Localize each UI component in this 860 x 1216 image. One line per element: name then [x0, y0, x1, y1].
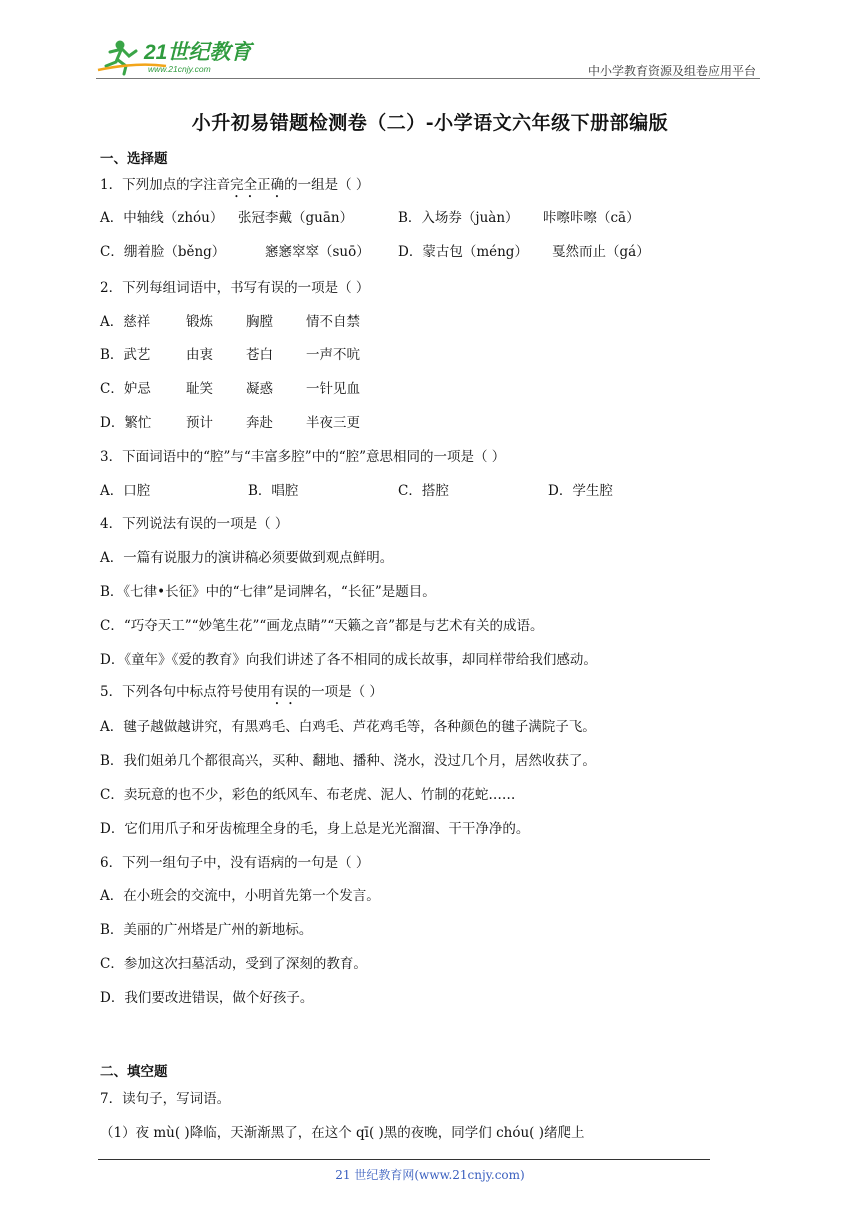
question-7-line-1: （1）夜 mù( )降临，天渐渐黑了，在这个 qī( )黑的夜晚，同学们 chóu( )绪爬上 — [100, 1125, 585, 1141]
question-1-option-b: B．入场券（juàn） — [398, 210, 519, 226]
question-2-option-b: B．武艺 由衷 苍白 一声不吭 — [100, 347, 360, 363]
question-6-stem: 6．下列一组句子中，没有语病的一句是（ ） — [100, 855, 370, 871]
question-3-options — [100, 479, 613, 499]
question-3-option-b: B．唱腔 — [248, 483, 299, 499]
page-header — [96, 36, 760, 80]
question-5-option-a: A．毽子越做越讲究，有黑鸡毛、白鸡毛、芦花鸡毛等，各种颜色的毽子满院子飞。 — [100, 719, 596, 735]
21cnjy-logo — [96, 36, 266, 76]
question-1-option-c-2: 窸窸窣窣（suō） — [265, 244, 370, 260]
question-6-option-a: A．在小班会的交流中，小明首先第一个发言。 — [100, 888, 380, 904]
question-3-option-c: C．搭腔 — [398, 483, 449, 499]
question-6-option-d: D．我们要改进错误，做个好孩子。 — [100, 990, 314, 1006]
question-1-option-a: A．中轴线（zhóu） — [100, 210, 224, 226]
question-3-stem: 3．下面词语中的“腔”与“丰富多腔”中的“腔”意思相同的一项是（ ） — [100, 449, 506, 465]
logo-text: 21世纪教育 — [144, 41, 252, 64]
question-5-option-b: B．我们姐弟几个都很高兴，买种、翻地、播种、浇水，没过几个月，居然收获了。 — [100, 753, 596, 769]
question-4-option-b: B．《七律•长征》中的“七律”是词牌名，“长征”是题目。 — [100, 584, 436, 600]
question-4-stem: 4．下列说法有误的一项是（ ） — [100, 516, 289, 532]
question-1-option-a-2: 张冠李戴（guān） — [238, 210, 354, 226]
header-rule — [96, 78, 760, 79]
question-2-option-c: C．妒忌 耻笑 凝惑 一针见血 — [100, 381, 360, 397]
section-fill: 二、填空题 — [100, 1064, 168, 1080]
question-5-option-c: C．卖玩意的也不少，彩色的纸风车、布老虎、泥人、竹制的花蛇…… — [100, 787, 516, 803]
question-7-stem: 7．读句子，写词语。 — [100, 1091, 231, 1107]
question-6-option-b: B．美丽的广州塔是广州的新地标。 — [100, 922, 313, 938]
question-5-option-d: D．它们用爪子和牙齿梳理全身的毛，身上总是光光溜溜、干干净净的。 — [100, 821, 530, 837]
question-3-option-d: D．学生腔 — [548, 483, 613, 499]
page-footer: 21 世纪教育网(www.21cnjy.com) — [335, 1168, 525, 1182]
question-4-option-a: A．一篇有说服力的演讲稿必须要做到观点鲜明。 — [100, 550, 394, 566]
question-1-option-b-2: 咔嚓咔嚓（cā） — [543, 210, 640, 226]
question-1-option-d: D．蒙古包（méng） — [398, 244, 528, 260]
logo-url: www.21cnjy.com — [148, 64, 211, 74]
question-1-option-d-2: 戛然而止（gá） — [552, 244, 650, 260]
question-1-option-c: C．绷着脸（běng） — [100, 244, 226, 260]
question-6-option-c: C．参加这次扫墓活动，受到了深刻的教育。 — [100, 956, 367, 972]
question-3-option-a: A．口腔 — [100, 483, 151, 499]
platform-name: 中小学教育资源及组卷应用平台 — [587, 64, 756, 78]
section-choice: 一、选择题 — [100, 151, 168, 167]
question-2-option-d: D．繁忙 预计 奔赴 半夜三更 — [100, 415, 360, 431]
question-5-stem: 5．下列各句中标点符号使用有误的一项是（ ） — [100, 684, 383, 700]
question-2-stem: 2．下列每组词语中，书写有误的一项是（ ） — [100, 280, 370, 296]
question-4-option-d: D．《童年》《爱的教育》向我们讲述了各不相同的成长故事，却同样带给我们感动。 — [100, 652, 597, 668]
question-2-option-a: A．慈祥 锻炼 胸膛 情不自禁 — [100, 314, 360, 330]
page-title: 小升初易错题检测卷（二）-小学语文六年级下册部编版 — [191, 112, 669, 134]
question-1-stem: 1．下列加点的字注音完全正确的一组是（ ） — [100, 177, 370, 193]
footer-rule — [98, 1159, 710, 1160]
question-4-option-c: C．“巧夺天工”“妙笔生花”“画龙点睛”“天籁之音”都是与艺术有关的成语。 — [100, 618, 544, 634]
